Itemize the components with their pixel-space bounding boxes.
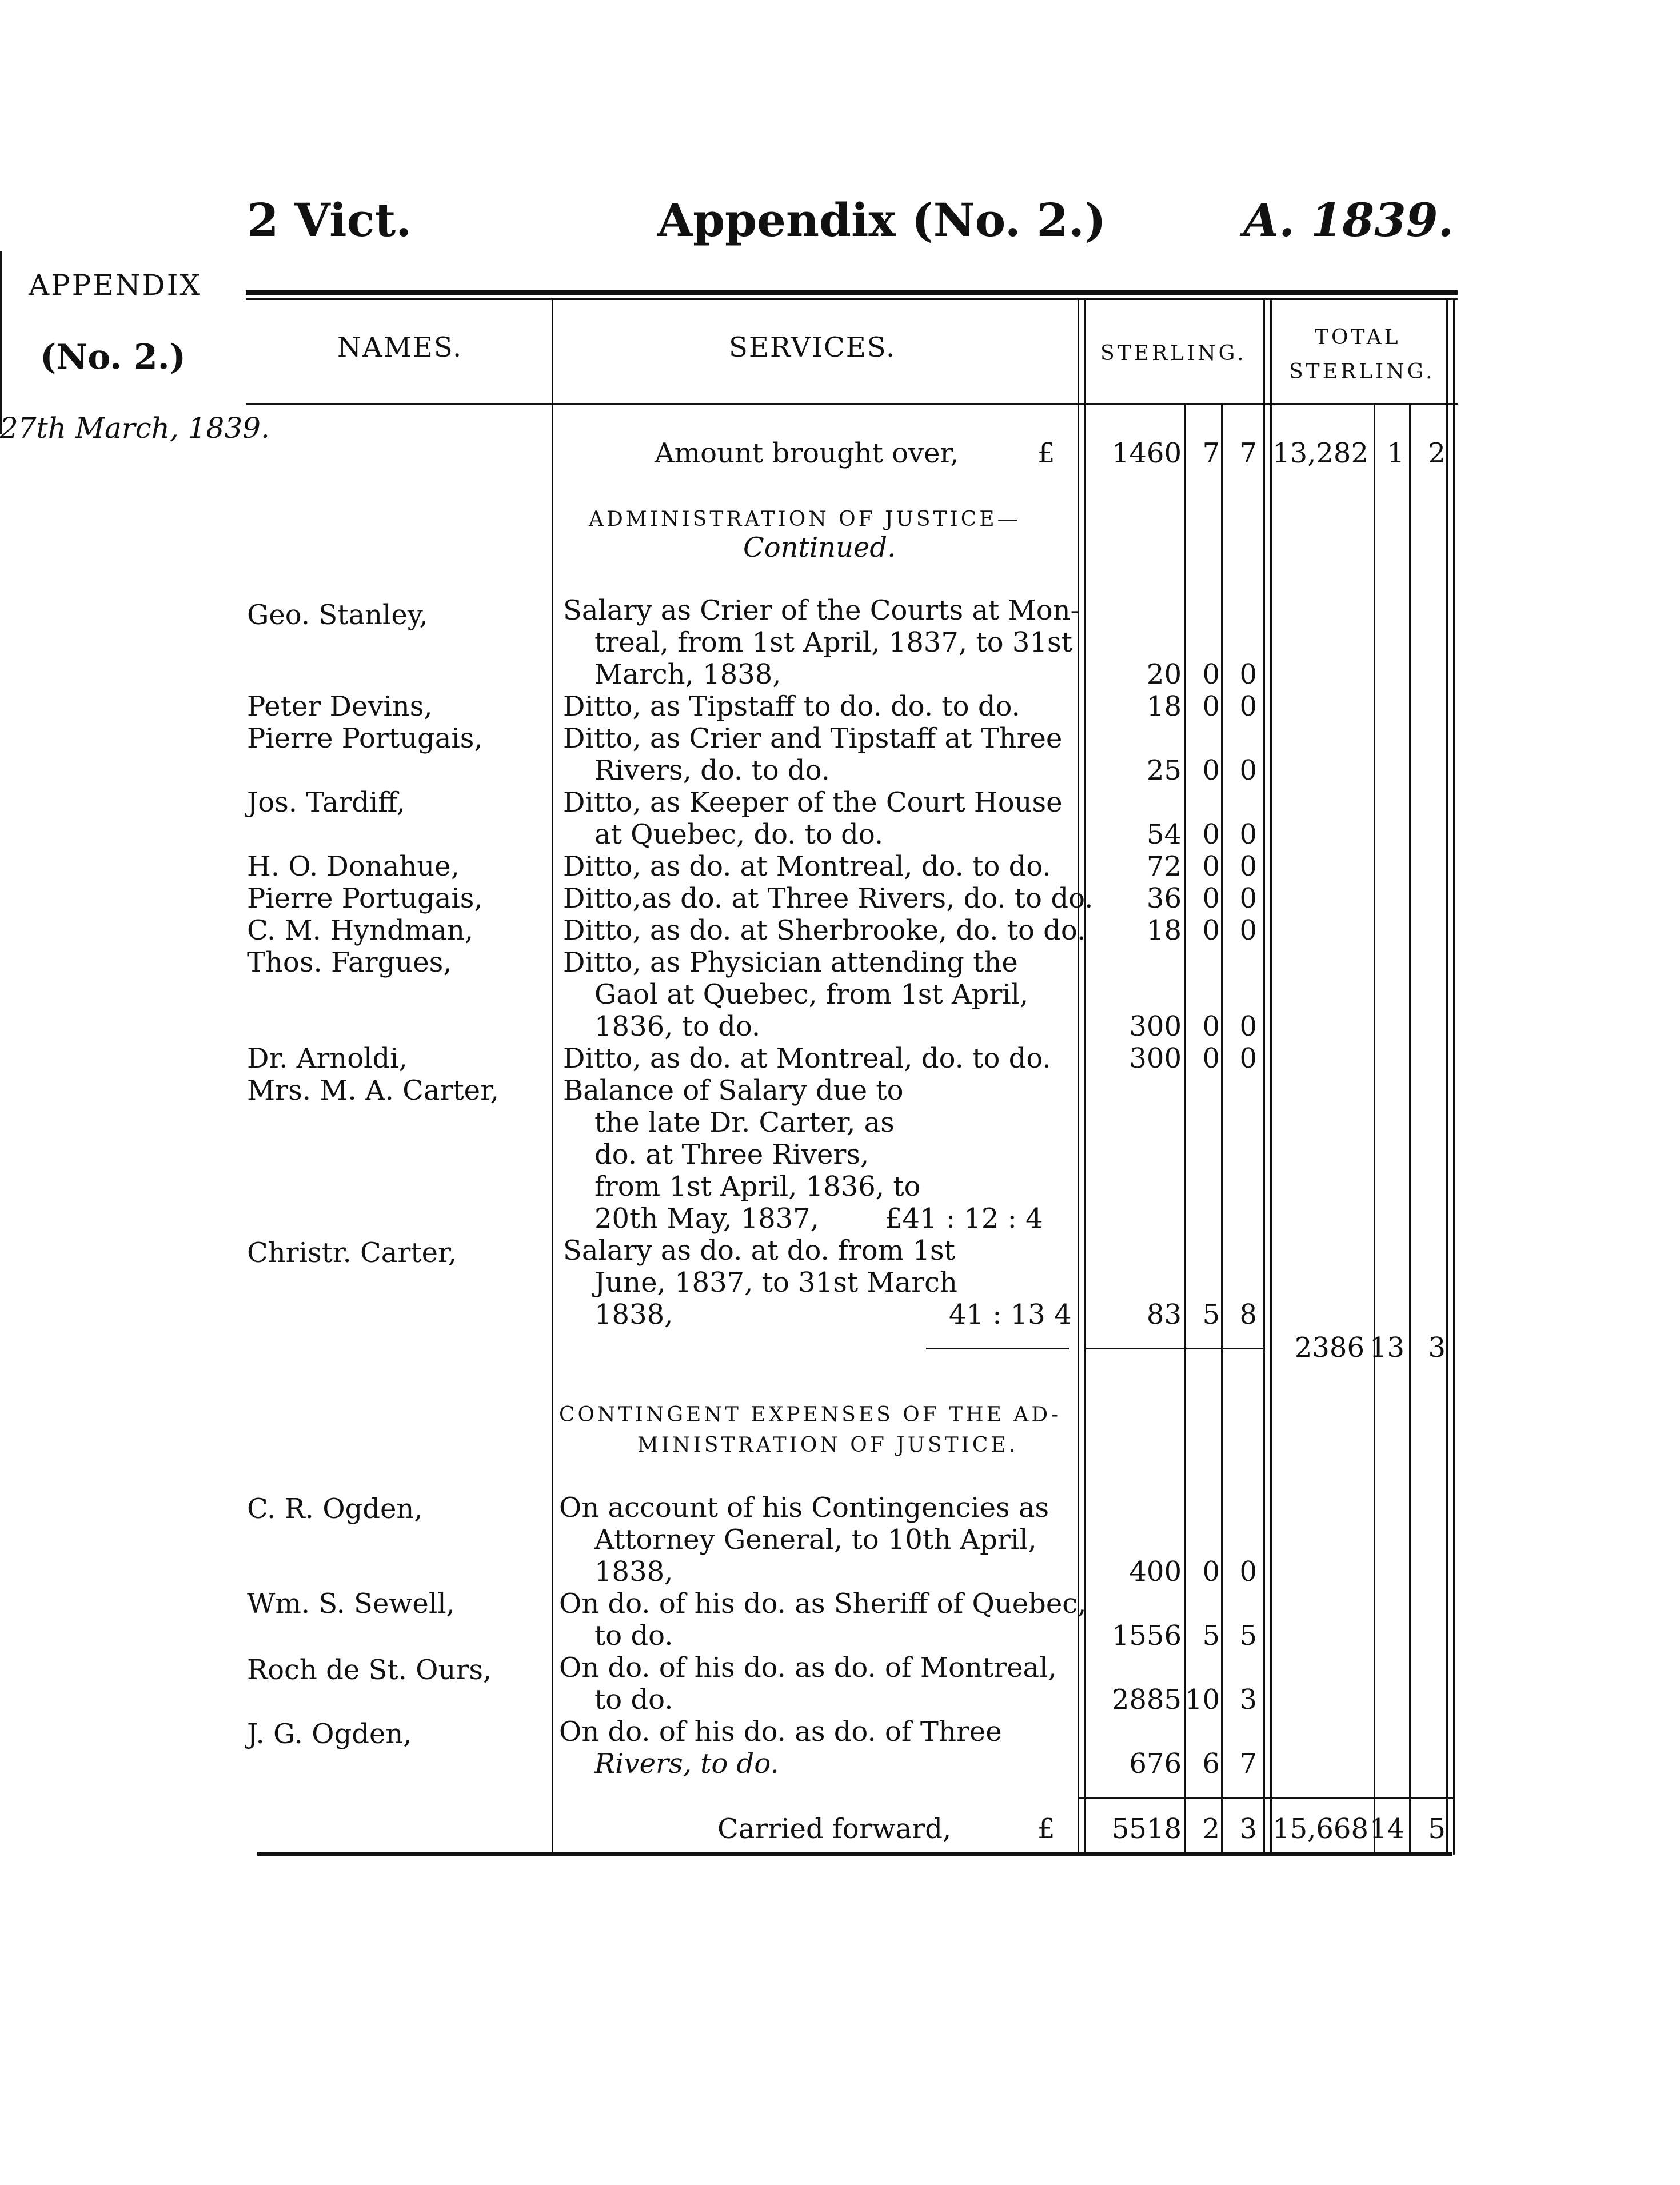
header-title: Appendix (No. 2.) <box>657 193 1106 247</box>
row-l: 36 <box>1146 882 1182 914</box>
row-name: H. O. Donahue, <box>247 850 460 882</box>
row-l: 54 <box>1146 818 1182 850</box>
row-name: Geo. Stanley, <box>247 599 428 631</box>
row2-service-line: 1838, <box>594 1556 673 1588</box>
carried-d: 3 <box>1239 1813 1257 1845</box>
section1-total-s: 13 <box>1369 1332 1404 1364</box>
row-name: Christr. Carter, <box>247 1237 457 1269</box>
carried-label: Carried forward, <box>717 1813 952 1845</box>
row2-d: 3 <box>1239 1684 1257 1716</box>
row-d: 8 <box>1239 1299 1257 1331</box>
row-service-line: 1838, <box>594 1299 673 1331</box>
row-d: 0 <box>1239 754 1257 786</box>
header-session: 2 Vict. <box>247 193 412 247</box>
row2-l: 1556 <box>1111 1620 1182 1652</box>
col-names: NAMES. <box>337 331 463 363</box>
row2-service-line: On do. of his do. as Sheriff of Quebec, <box>559 1588 1087 1620</box>
row-service-line: from 1st April, 1836, to <box>594 1171 921 1203</box>
header-year: A. 1839. <box>1243 193 1454 247</box>
row-d: 0 <box>1239 1042 1257 1074</box>
section1-title: ADMINISTRATION OF JUSTICE— <box>589 508 1021 531</box>
col-sterling: STERLING. <box>1100 342 1247 365</box>
section1-total-d: 3 <box>1428 1332 1446 1364</box>
rule-pence <box>1221 403 1223 1855</box>
row-l: 300 <box>1129 1042 1182 1074</box>
row-s: 0 <box>1202 1042 1220 1074</box>
row-service-line: March, 1838, <box>594 658 781 690</box>
row-l: 300 <box>1129 1010 1182 1042</box>
row2-service-line: On do. of his do. as do. of Montreal, <box>559 1652 1057 1684</box>
row-service-line: Ditto, as Physician attending the <box>563 946 1018 978</box>
row-l: 18 <box>1146 690 1182 722</box>
row-d: 0 <box>1239 914 1257 946</box>
row2-s: 5 <box>1202 1620 1220 1652</box>
row-name: Pierre Portugais, <box>247 722 483 754</box>
row-s: 0 <box>1202 818 1220 850</box>
row2-name: C. R. Ogden, <box>247 1493 423 1525</box>
row2-l: 400 <box>1129 1556 1182 1588</box>
rule-total-pence <box>1409 403 1411 1855</box>
row-s: 0 <box>1202 850 1220 882</box>
row2-service-line: Rivers, to do. <box>594 1748 779 1780</box>
row-d: 0 <box>1239 658 1257 690</box>
bottom-rule <box>257 1852 1452 1856</box>
row-s: 0 <box>1202 882 1220 914</box>
row-service-line: 1836, to do. <box>594 1010 761 1042</box>
row-name: Peter Devins, <box>247 690 433 722</box>
margin-appendix: APPENDIX <box>29 269 202 302</box>
subtotal-rule <box>926 1348 1069 1349</box>
row2-service-line: On account of his Contingencies as <box>559 1492 1049 1524</box>
section1-rule <box>1084 1348 1263 1349</box>
row-service-line: Ditto,as do. at Three Rivers, do. to do. <box>563 882 1094 914</box>
row-s: 5 <box>1202 1299 1220 1331</box>
brought-over-td: 2 <box>1428 437 1446 469</box>
row2-name: J. G. Ogden, <box>247 1718 412 1750</box>
rule-total-shillings <box>1374 403 1375 1855</box>
brought-over-l: 1460 <box>1111 437 1182 469</box>
margin-number: (No. 2.) <box>40 337 186 377</box>
row-l: 20 <box>1146 658 1182 690</box>
row2-service-line: Attorney General, to 10th April, <box>594 1524 1037 1556</box>
section2-title-2: MINISTRATION OF JUSTICE. <box>637 1433 1019 1457</box>
row-s: 0 <box>1202 754 1220 786</box>
row-name: Mrs. M. A. Carter, <box>247 1074 499 1107</box>
margin-date: 27th March, 1839. <box>0 412 270 445</box>
rule-shillings <box>1184 403 1186 1855</box>
carried-currency: £ <box>1037 1813 1055 1845</box>
brought-over-d: 7 <box>1239 437 1257 469</box>
row-name: Jos. Tardiff, <box>247 786 405 818</box>
row-service-line: do. at Three Rivers, <box>594 1139 869 1171</box>
row2-s: 0 <box>1202 1556 1220 1588</box>
row-d: 0 <box>1239 850 1257 882</box>
row-name: Thos. Fargues, <box>247 946 452 978</box>
row2-l: 2885 <box>1111 1684 1182 1716</box>
row2-s: 6 <box>1202 1748 1220 1780</box>
rule-total-a <box>1263 300 1265 1855</box>
row-d: 0 <box>1239 1010 1257 1042</box>
col-services: SERVICES. <box>729 331 896 363</box>
row2-s: 10 <box>1184 1684 1220 1716</box>
row-s: 0 <box>1202 658 1220 690</box>
row-subtotal: £41 : 12 : 4 <box>885 1203 1043 1235</box>
row-service-line: at Quebec, do. to do. <box>594 818 884 850</box>
brought-over-ts: 1 <box>1387 437 1404 469</box>
row-service-line: Ditto, as do. at Montreal, do. to do. <box>563 850 1051 882</box>
row-name: Dr. Arnoldi, <box>247 1042 408 1074</box>
brought-over-s: 7 <box>1202 437 1220 469</box>
row-service-line: Gaol at Quebec, from 1st April, <box>594 978 1029 1010</box>
row-service-line: Ditto, as Keeper of the Court House <box>563 786 1063 818</box>
row-service-line: 20th May, 1837, <box>594 1203 819 1235</box>
rule-services <box>552 300 553 1855</box>
row2-service-line: to do. <box>594 1684 673 1716</box>
row-service-line: Ditto, as do. at Montreal, do. to do. <box>563 1042 1051 1074</box>
rule-sterling-a <box>1078 300 1079 1855</box>
row-d: 0 <box>1239 818 1257 850</box>
brought-over-tl: 13,282 <box>1272 437 1368 469</box>
header-rule <box>246 403 1458 405</box>
top-rule <box>246 290 1458 295</box>
row-service-line: Salary as Crier of the Courts at Mon- <box>563 594 1080 626</box>
carried-l: 5518 <box>1111 1813 1182 1845</box>
row-service-line: Ditto, as do. at Sherbrooke, do. to do. <box>563 914 1086 946</box>
row2-service-line: On do. of his do. as do. of Three <box>559 1716 1002 1748</box>
carried-rule <box>1078 1797 1455 1799</box>
rule-sterling-b <box>1084 300 1086 1855</box>
row2-name: Roch de St. Ours, <box>247 1654 492 1686</box>
margin-rule <box>0 251 2 434</box>
row-l: 18 <box>1146 914 1182 946</box>
row-service-line: the late Dr. Carter, as <box>594 1107 895 1139</box>
row-service-line: Rivers, do. to do. <box>594 754 830 786</box>
row-service-line: Salary as do. at do. from 1st <box>563 1235 955 1267</box>
row-s: 0 <box>1202 914 1220 946</box>
row-name: Pierre Portugais, <box>247 882 483 914</box>
row-l: 83 <box>1146 1299 1182 1331</box>
col-total-2: STERLING. <box>1289 360 1435 384</box>
row-d: 0 <box>1239 690 1257 722</box>
row2-service-line: to do. <box>594 1620 673 1652</box>
row-d: 0 <box>1239 882 1257 914</box>
row-service-line: Ditto, as Tipstaff to do. do. to do. <box>563 690 1020 722</box>
row-service-line: Balance of Salary due to <box>563 1074 904 1107</box>
rule-total-b <box>1270 300 1272 1855</box>
brought-over-label: Amount brought over, <box>655 437 959 469</box>
row-l: 72 <box>1146 850 1182 882</box>
row-l: 25 <box>1146 754 1182 786</box>
col-total-1: TOTAL <box>1315 326 1401 349</box>
row-s: 0 <box>1202 1010 1220 1042</box>
carried-tl: 15,668 <box>1272 1813 1368 1845</box>
section2-title-1: CONTINGENT EXPENSES OF THE AD- <box>559 1403 1061 1427</box>
row-subtotal: 41 : 13 4 <box>949 1299 1072 1331</box>
top-rule-thin <box>246 298 1458 300</box>
carried-ts: 14 <box>1369 1813 1404 1845</box>
rule-right-b <box>1453 300 1455 1855</box>
row2-name: Wm. S. Sewell, <box>247 1588 455 1620</box>
row-name: C. M. Hyndman, <box>247 914 474 946</box>
row-service-line: June, 1837, to 31st March <box>594 1267 957 1299</box>
carried-s: 2 <box>1202 1813 1220 1845</box>
row2-l: 676 <box>1129 1748 1182 1780</box>
section1-total-l: 2386 <box>1294 1332 1364 1364</box>
rule-right-a <box>1446 300 1448 1855</box>
row2-d: 0 <box>1239 1556 1257 1588</box>
carried-td: 5 <box>1428 1813 1446 1845</box>
row-service-line: Ditto, as Crier and Tipstaff at Three <box>563 722 1063 754</box>
row2-d: 7 <box>1239 1748 1257 1780</box>
brought-over-currency: £ <box>1037 437 1055 469</box>
row-service-line: treal, from 1st April, 1837, to 31st <box>594 626 1072 658</box>
row2-d: 5 <box>1239 1620 1257 1652</box>
row-s: 0 <box>1202 690 1220 722</box>
section1-subtitle: Continued. <box>743 532 896 564</box>
